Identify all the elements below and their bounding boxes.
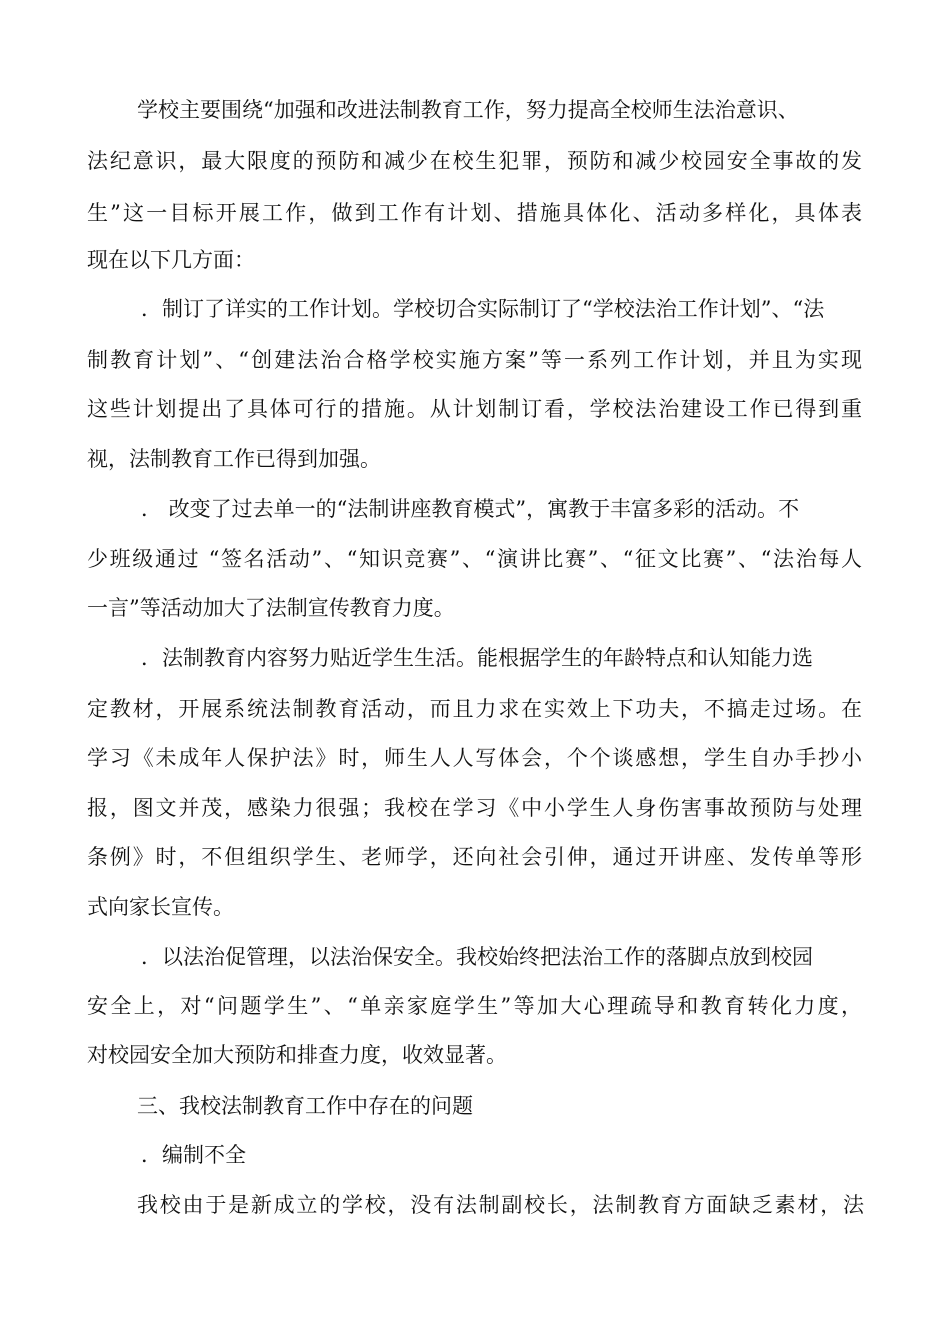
text-line: 对校园安全加大预防和排查力度，收效显著。 xyxy=(87,1043,507,1067)
text-line: 少班级通过 “签名活动”、“知识竞赛”、“演讲比赛”、“征文比赛”、“法治每人 xyxy=(87,547,862,571)
section-heading: 三、我校法制教育工作中存在的问题 xyxy=(137,1094,473,1118)
text-line: 法纪意识，最大限度的预防和减少在校生犯罪，预防和减少校园安全事故的发 xyxy=(87,149,862,173)
text-line: 条例》时，不但组织学生、老师学，还向社会引伸，通过开讲座、发传单等形 xyxy=(87,845,862,869)
text-line: ．以法治促管理，以法治保安全。我校始终把法治工作的落脚点放到校园 xyxy=(141,945,813,969)
text-line: 式向家长宣传。 xyxy=(87,895,234,919)
text-line: 制教育计划”、“创建法治合格学校实施方案”等一系列工作计划，并且为实现 xyxy=(87,348,862,372)
text-line: 学习《未成年人保护法》时，师生人人写体会，个个谈感想，学生自办手抄小 xyxy=(87,746,862,770)
text-line: 安全上，对“问题学生”、“单亲家庭学生”等加大心理疏导和教育转化力度， xyxy=(87,994,862,1018)
text-line: 生”这一目标开展工作，做到工作有计划、措施具体化、活动多样化，具体表 xyxy=(87,201,862,225)
text-line: 视，法制教育工作已得到加强。 xyxy=(87,447,381,471)
text-line: ． 改变了过去单一的“法制讲座教育模式”，寓教于丰富多彩的活动。不 xyxy=(141,497,800,521)
list-item-heading: ．编制不全 xyxy=(141,1143,246,1167)
text-line: 这些计划提出了具体可行的措施。从计划制订看，学校法治建设工作已得到重 xyxy=(87,397,862,421)
text-line: ．法制教育内容努力贴近学生生活。能根据学生的年龄特点和认知能力选 xyxy=(141,646,813,670)
text-line: 一言”等活动加大了法制宣传教育力度。 xyxy=(87,596,455,620)
text-line: 定教材，开展系统法制教育活动，而且力求在实效上下功夫，不搞走过场。在 xyxy=(87,697,862,721)
text-line: 学校主要围绕“加强和改进法制教育工作，努力提高全校师生法治意识、 xyxy=(137,98,799,122)
text-line: 报，图文并茂，感染力很强；我校在学习《中小学生人身伤害事故预防与处理 xyxy=(87,796,862,820)
text-line: ．制订了详实的工作计划。学校切合实际制订了“学校法治工作计划”、“法 xyxy=(141,297,825,321)
text-line: 我校由于是新成立的学校，没有法制副校长，法制教育方面缺乏素材，法 xyxy=(137,1193,864,1217)
text-line: 现在以下几方面： xyxy=(87,248,255,272)
